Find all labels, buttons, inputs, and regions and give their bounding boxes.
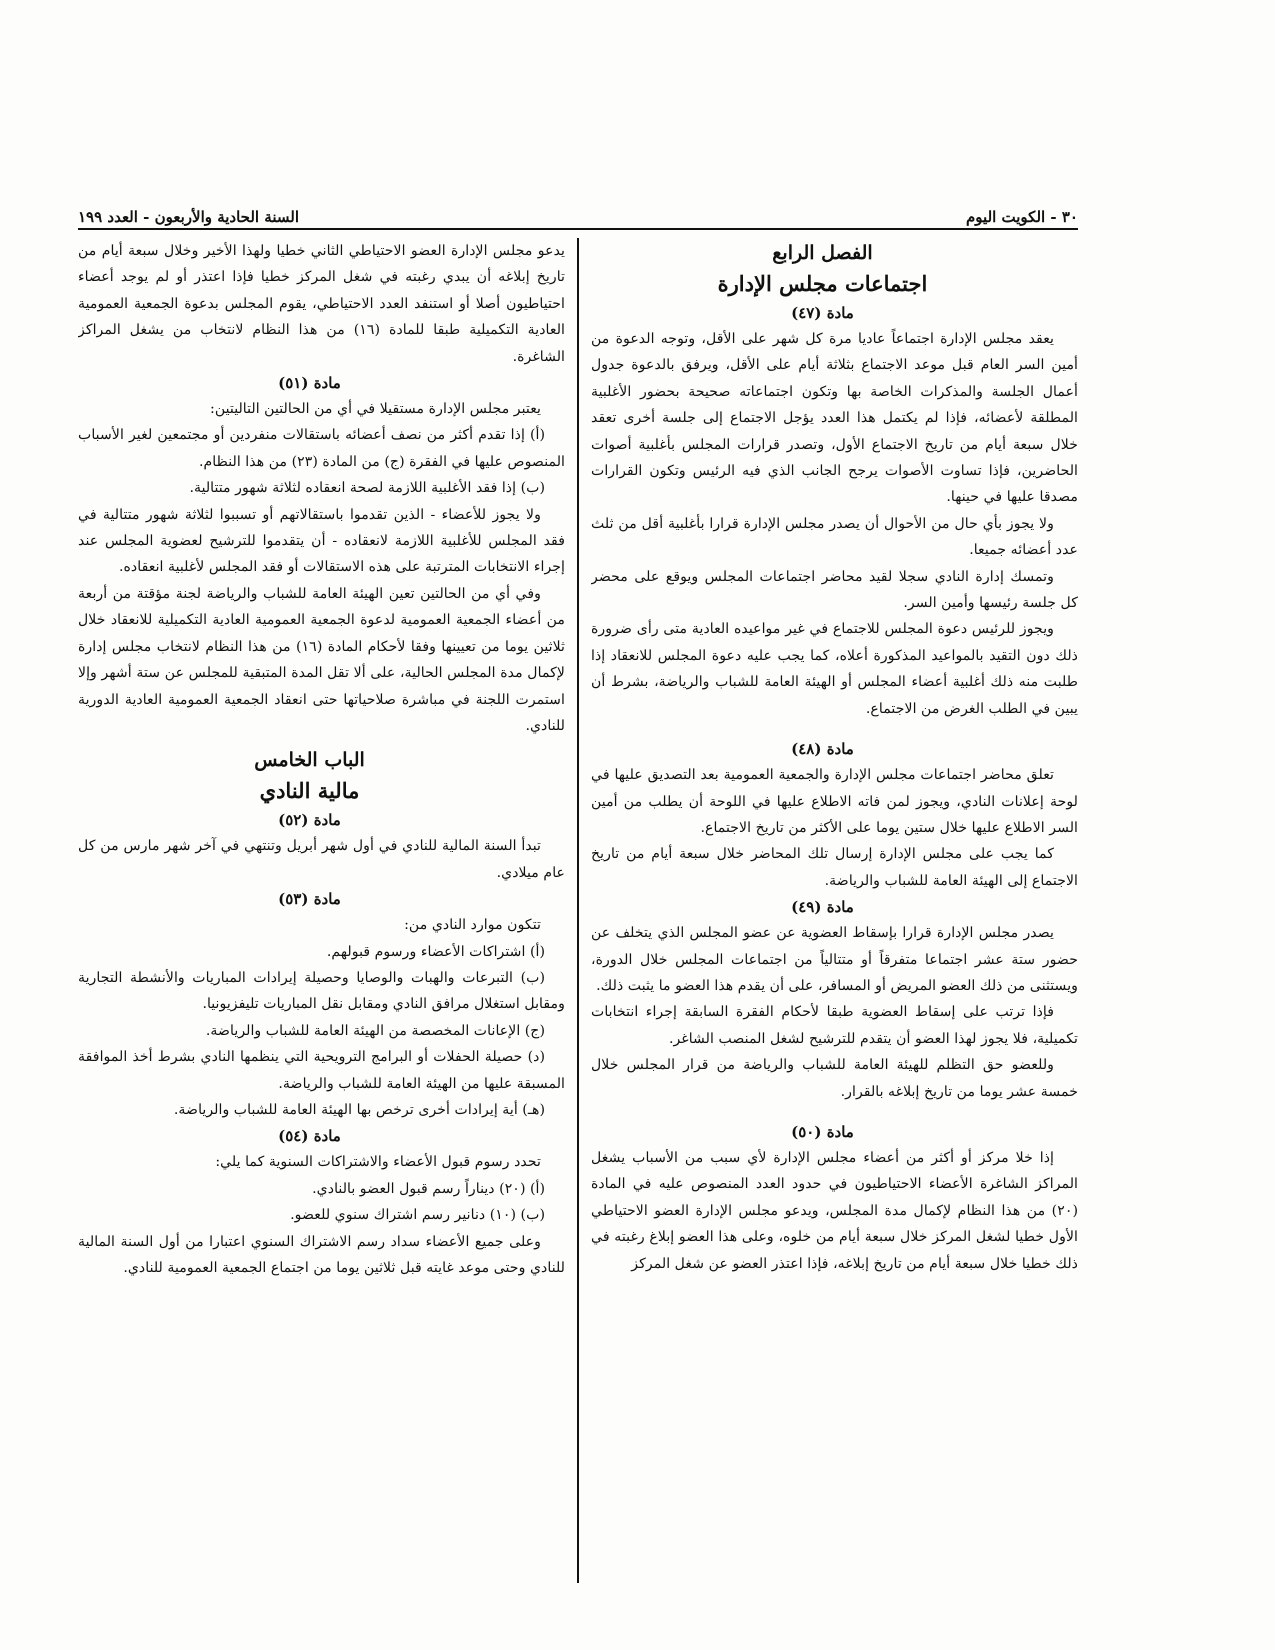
paragraph: تتكون موارد النادي من:	[404, 917, 541, 934]
header-issue: السنة الحادية والأربعون - العدد ١٩٩	[78, 208, 299, 226]
paragraph: وفي أي من الحالتين تعين الهيئة العامة للشباب والرياضة لجنة مؤقتة من أربعة من أعضاء الجمعية العمومية لدعوة الجمعية العمومية العادية التكميلية للانعقاد خلال ثلاثين يوما من تعيينها وفقا لأحكام المادة (١٦) من هذا النظام لانتخاب مجلس إدارة لإكمال مدة المجلس الحالية، على ألا تقل المدة المتبقية للمجلس عن ستة أشهر وإلا استمرت اللجنة في مباشرة صلاحياتها حتى انعقاد الجمعية العمومية العادية الدورية للنادي.	[78, 585, 565, 734]
paragraph: ولا يجوز للأعضاء - الذين تقدموا باستقالاتهم أو تسببوا لثلاثة شهور متتالية في فقد المجلس للأغلبية اللازمة لانعقاده - أن يتقدموا للترشيح لعضوية المجلس عند إجراء الانتخابات المترتبة على هذه الاستقالات أو فقد المجلس لأغلبية انعقاده.	[78, 506, 565, 576]
article-heading-48: مادة (٤٨)	[791, 740, 854, 759]
paragraph: تعلق محاضر اجتماعات مجلس الإدارة والجمعية العمومية بعد التصديق عليها في لوحة إعلانات النادي، ويجوز لمن فاته الاطلاع عليها في اللوحة أن يطلب من أمين السر الاطلاع عليها خلال ستين يوما على الأكثر من تاريخ الاجتماع.	[591, 767, 1078, 836]
paragraph: إذا خلا مركز أو أكثر من أعضاء مجلس الإدارة لأي سبب من الأسباب يشغل المراكز الشاغرة الأعضاء الاحتياطيون في حدود العدد المنصوص عليه في المادة (٢٠) من هذا النظام لإكمال مدة المجلس، ويدعو مجلس الإدارة العضو الاحتياطي الأول خطيا لشغل المركز خلال سبعة أيام من خلوه، وعلى هذا العضو إبلاغ رغبته في ذلك خطيا خلال سبعة أيام من تاريخ إبلاغه، فإذا اعتذر العضو عن شغل المركز	[591, 1149, 1078, 1272]
list-item: (ب) (١٠) دنانير رسم اشتراك سنوي للعضو.	[290, 1207, 545, 1224]
paragraph: يعقد مجلس الإدارة اجتماعاً عاديا مرة كل شهر على الأقل، وتوجه الدعوة من أمين السر العام قبل موعد الاجتماع بثلاثة أيام على الأقل، ويرفق بالدعوة جدول أعمال الجلسة والمذكرات الخاصة بها وتكون اجتماعاته صحيحة بحضور الأغلبية المطلقة لأعضائه، فإذا لم يكتمل هذا العدد يؤجل الاجتماع إلى جلسة أخرى تعقد خلال سبعة أيام من تاريخ الاجتماع الأول، وتصدر قرارات المجلس بأغلبية أصوات الحاضرين، فإذا تساوت الأصوات يرجح الجانب الذي فيه الرئيس وتكون القرارات مصدقا عليها في حينها.	[591, 331, 1078, 506]
article-heading-52: مادة (٥٢)	[278, 811, 341, 830]
paragraph: ويجوز للرئيس دعوة المجلس للاجتماع في غير مواعيده العادية متى رأى ضرورة ذلك دون التقيد بالمواعيد المذكورة أعلاه، كما يجب عليه دعوة المجلس للانعقاد إذا طلبت منه ذلك أغلبية أعضاء المجلس أو الهيئة العامة للشباب والرياضة، بشرط أن يبين في الطلب الغرض من الاجتماع.	[591, 621, 1078, 717]
gazette-page	[78, 200, 1078, 1585]
paragraph: وعلى جميع الأعضاء سداد رسم الاشتراك السنوي اعتبارا من أول السنة المالية للنادي وحتى موعد غايته قبل ثلاثين يوما من اجتماع الجمعية العمومية للنادي.	[78, 1233, 565, 1276]
list-item: (أ) (٢٠) ديناراً رسم قبول العضو بالنادي.	[312, 1180, 545, 1197]
paragraph: وتمسك إدارة النادي سجلا لقيد محاضر اجتماعات المجلس ويوقع على محضر كل جلسة رئيسها وأمين السر.	[591, 568, 1078, 612]
chapter-title: اجتماعات مجلس الإدارة	[717, 271, 928, 296]
chapter-title: مالية النادي	[259, 778, 360, 804]
article-heading-51: مادة (٥١)	[278, 374, 341, 393]
left-column	[78, 238, 565, 1583]
page-header	[78, 200, 1078, 230]
chapter-heading: الباب الخامس	[254, 749, 365, 772]
article-heading-47: مادة (٤٧)	[791, 304, 854, 322]
paragraph: ولا يجوز بأي حال من الأحوال أن يصدر مجلس الإدارة قرارا بأغلبية أقل من ثلث عدد أعضائه جميعا.	[591, 515, 1078, 559]
header-page-number: ٣٠ - الكويت اليوم	[966, 208, 1078, 226]
paragraph: تحدد رسوم قبول الأعضاء والاشتراكات السنوية كما يلي:	[215, 1154, 541, 1171]
chapter-heading: الفصل الرابع	[772, 242, 873, 264]
list-item: (د) حصيلة الحفلات أو البرامج الترويحية التي ينظمها النادي بشرط أخذ الموافقة المسبقة عليها من الهيئة العامة للشباب والرياضة.	[78, 1049, 565, 1092]
paragraph: فإذا ترتب على إسقاط العضوية طبقا لأحكام الفقرة السابقة إجراء انتخابات تكميلية، فلا يجوز لهذا العضو أن يتقدم للترشيح لشغل المنصب الشاغر.	[591, 1004, 1078, 1047]
paragraph: كما يجب على مجلس الإدارة إرسال تلك المحاضر خلال سبعة أيام من تاريخ الاجتماع إلى الهيئة العامة للشباب والرياضة.	[591, 846, 1078, 889]
article-heading-50: مادة (٥٠)	[791, 1122, 854, 1141]
paragraph: يصدر مجلس الإدارة قرارا بإسقاط العضوية عن عضو المجلس الذي يتخلف عن حضور ستة عشر اجتماعا متفرقاً أو متتالياً من اجتماعات المجلس خلال الدورة، ويستثنى من ذلك العضو المريض أو المسافر، على أن يقدم هذا العضو ما يثبت ذلك.	[591, 925, 1078, 994]
article-heading-53: مادة (٥٣)	[278, 890, 341, 909]
list-item: (أ) اشتراكات الأعضاء ورسوم قبولهم.	[326, 943, 545, 960]
two-column-body	[78, 238, 1078, 1583]
column-divider	[577, 238, 579, 1583]
list-item: (ب) التبرعات والهبات والوصايا وحصيلة إيرادات المباريات والأنشطة التجارية ومقابل استغلال مرافق النادي ومقابل نقل المباريات تليفزيونيا.	[78, 969, 565, 1013]
list-item: (أ) إذا تقدم أكثر من نصف أعضائه باستقالات منفردين أو مجتمعين لغير الأسباب المنصوص عليها في الفقرة (ج) من المادة (٢٣) من هذا النظام.	[78, 427, 565, 470]
paragraph: تبدأ السنة المالية للنادي في أول شهر أبريل وتنتهي في آخر شهر مارس من كل عام ميلادي.	[78, 838, 565, 881]
article-heading-54: مادة (٥٤)	[278, 1127, 341, 1146]
paragraph: وللعضو حق التظلم للهيئة العامة للشباب والرياضة من قرار المجلس خلال خمسة عشر يوما من تاريخ إبلاغه بالقرار.	[591, 1057, 1078, 1100]
paragraph: يعتبر مجلس الإدارة مستقيلا في أي من الحالتين التاليتين:	[210, 401, 541, 418]
right-column	[591, 238, 1078, 1583]
list-item: (ج) الإعانات المخصصة من الهيئة العامة للشباب والرياضة.	[205, 1022, 545, 1039]
article-heading-49: مادة (٤٩)	[791, 898, 854, 917]
list-item: (هـ) أية إيرادات أخرى ترخص بها الهيئة العامة للشباب والرياضة.	[173, 1101, 545, 1118]
paragraph: يدعو مجلس الإدارة العضو الاحتياطي الثاني خطيا ولهذا الأخير وخلال سبعة أيام من تاريخ إبلاغه أن يبدي رغبته في شغل المركز خطيا فإذا اعتذر أو لم يوجد أعضاء احتياطيون أصلا أو استنفد العدد الاحتياطي، يقوم المجلس بدعوة الجمعية العمومية العادية التكميلية طبقا للمادة (١٦) من هذا النظام لانتخاب من يشغل المراكز الشاغرة.	[78, 243, 565, 365]
list-item: (ب) إذا فقد الأغلبية اللازمة لصحة انعقاده لثلاثة شهور متتالية.	[189, 480, 545, 497]
